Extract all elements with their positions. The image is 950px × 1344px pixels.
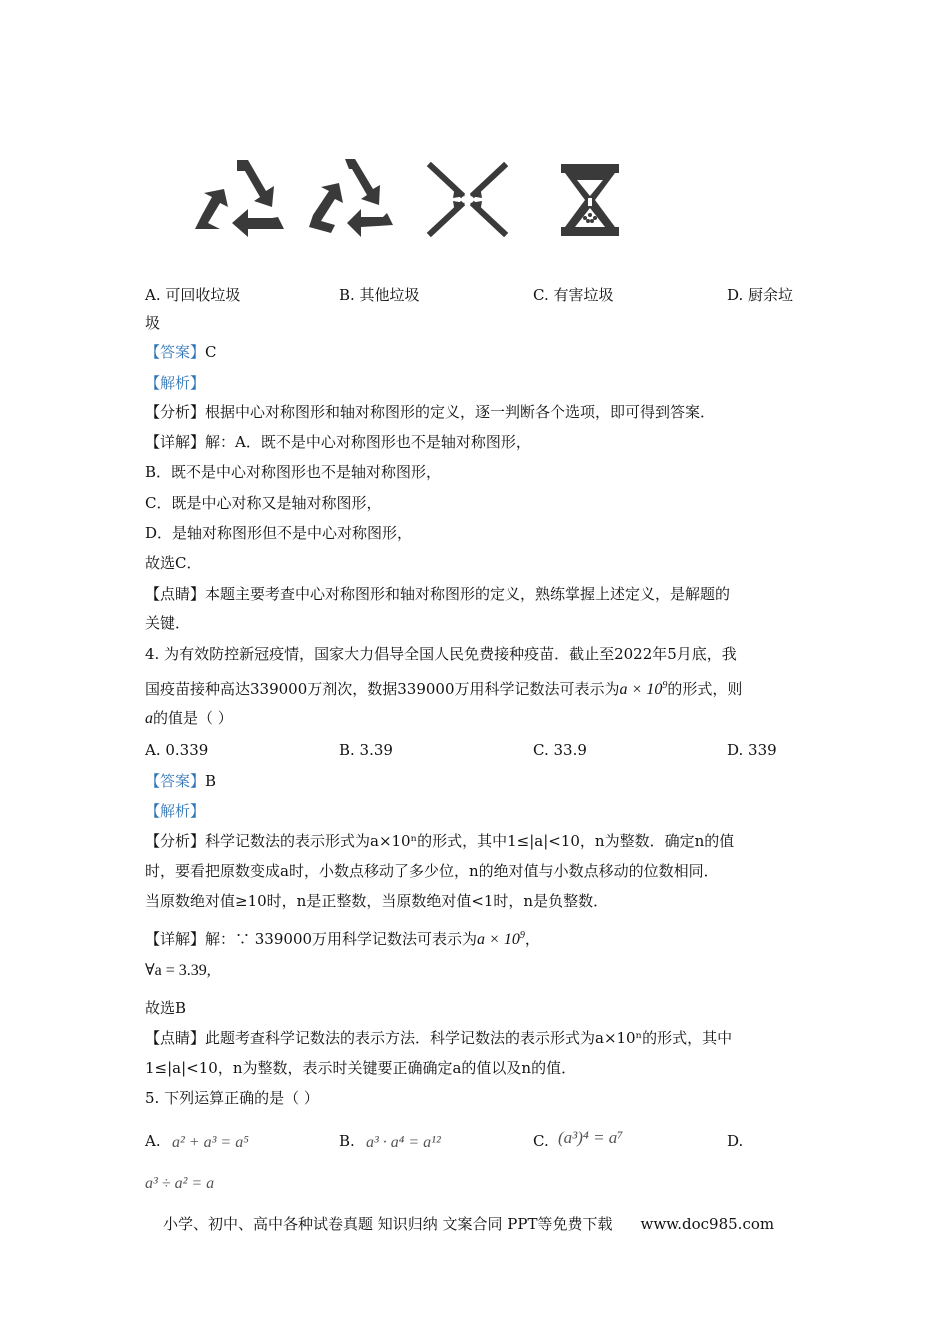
q4-option-d: D. 339 [727, 741, 777, 759]
q4-fenxi-3: 当原数绝对值≥10时，n是正整数，当原数绝对值<1时，n是负整数． [145, 892, 609, 910]
q5-option-c-math: (a³)⁴ = a⁷ [558, 1128, 624, 1147]
q3-option-a: A. 可回收垃圾 [145, 286, 241, 304]
footer-text: 小学、初中、高中各种试卷真题 知识归纳 文案合同 PPT等免费下载 [163, 1215, 613, 1233]
recycle-icon [190, 155, 285, 240]
q4-comment-1: 【点睛】此题考查科学记数法的表示方法．科学记数法的表示形式为a×10ⁿ的形式，其中 [145, 1029, 733, 1047]
q5-option-b-label: B. [339, 1132, 355, 1150]
q4-result: ∀a = 3.39, [145, 962, 211, 979]
q3-detail-4: D．是轴对称图形但不是中心对称图形， [145, 524, 413, 542]
q3-comment-1: 【点睛】本题主要考查中心对称图形和轴对称图形的定义，熟练掌握上述定义，是解题的 [145, 585, 731, 603]
q4-option-a: A. 0.339 [145, 741, 209, 759]
q4-stem-2: 国疫苗接种高达339000万剂次，数据339000万用科学记数法可表示为$a \times 10^9$的形式，则 [145, 680, 743, 698]
hazard-arrows-icon [425, 162, 510, 237]
q5-option-a-math: a² + a³ = a⁵ [172, 1134, 249, 1151]
footer-url[interactable]: www.doc985.com [640, 1215, 775, 1233]
q4-fenxi-1: 【分析】科学记数法的表示形式为a×10ⁿ的形式，其中1≤|a|<10，n为整数．确定n的值 [145, 832, 735, 850]
q5-stem: 5. 下列运算正确的是（ ） [145, 1089, 319, 1107]
q4-option-b: B. 3.39 [339, 741, 393, 759]
q3-detail-2: B．既不是中心对称图形也不是轴对称图形， [145, 463, 442, 481]
q3-answer: 【答案】C [145, 343, 217, 361]
q4-comment-2: 1≤|a|<10，n为整数，表示时关键要正确确定a的值以及n的值． [145, 1059, 577, 1077]
page-footer [163, 1213, 774, 1234]
recycle-arrows-icon [305, 155, 395, 245]
q3-option-d-wrap: 圾 [145, 314, 161, 332]
q4-stem-1: 4. 为有效防控新冠疫情，国家大力倡导全国人民免费接种疫苗．截止至2022年5月底，我 [145, 645, 737, 663]
q3-analysis-tag: 【解析】 [145, 374, 206, 392]
q4-option-c: C. 33.9 [533, 741, 587, 759]
q3-detail-1: 【详解】解：A．既不是中心对称图形也不是轴对称图形， [145, 433, 531, 451]
q5-option-d-label: D. [727, 1132, 744, 1150]
q4-stem-3: a的值是（ ） [145, 709, 233, 727]
q5-option-d-math: a³ ÷ a² = a [145, 1175, 215, 1192]
q5-option-b-math: a³ · a⁴ = a¹² [366, 1134, 441, 1151]
symbol-figures [185, 150, 635, 250]
q3-detail-3: C．既是中心对称又是轴对称图形， [145, 494, 382, 512]
q5-option-c-label: C. [533, 1132, 549, 1150]
q4-choose: 故选B [145, 999, 187, 1017]
q4-fenxi-2: 时，要看把原数变成a时，小数点移动了多少位，n的绝对值与小数点移动的位数相同． [145, 862, 719, 880]
q3-choose: 故选C． [145, 554, 202, 572]
q4-analysis-tag: 【解析】 [145, 802, 206, 820]
q4-detail: 【详解】解：∵ 339000万用科学记数法可表示为$a \times 10^9$， [145, 930, 540, 948]
q3-option-d: D. 厨余垃 [727, 286, 794, 304]
q3-fenxi: 【分析】根据中心对称图形和轴对称图形的定义，逐一判断各个选项，即可得到答案． [145, 403, 716, 421]
q4-answer: 【答案】B [145, 772, 217, 790]
q5-option-a-label: A. [145, 1132, 161, 1150]
q3-comment-2: 关键． [145, 614, 191, 632]
q3-option-b: B. 其他垃圾 [339, 286, 420, 304]
q3-option-c: C. 有害垃圾 [533, 286, 614, 304]
hourglass-icon [555, 160, 625, 240]
